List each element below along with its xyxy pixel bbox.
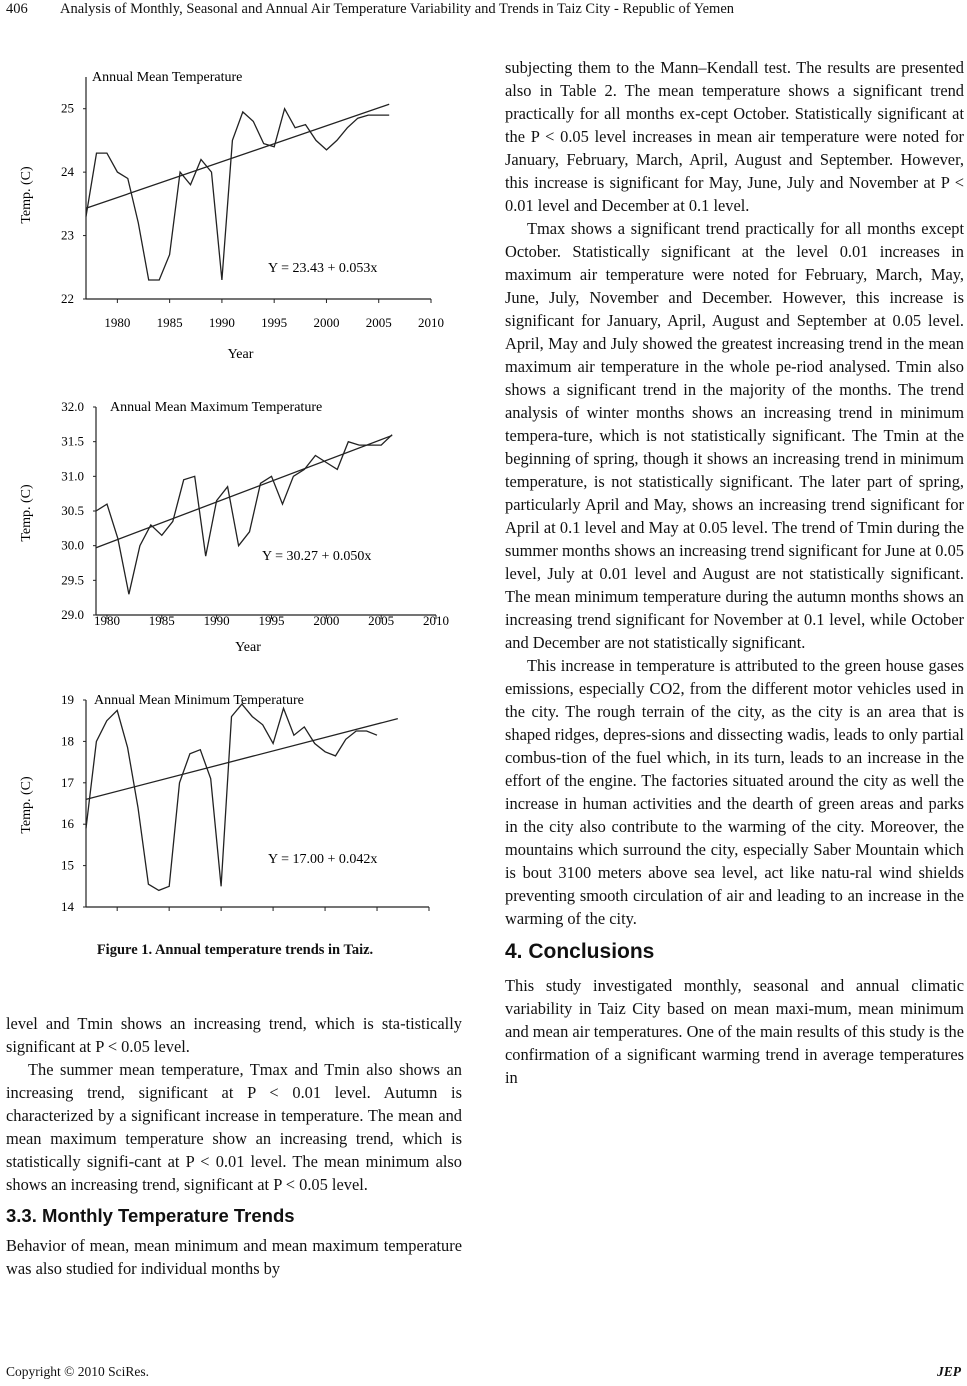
chart2-y-tick-label: 31.0: [61, 468, 84, 484]
chart1-equation: Y = 23.43 + 0.053x: [268, 261, 378, 276]
chart1-x-tick-label: 1980: [104, 315, 131, 330]
chart1-y-tick-label: 22: [61, 291, 74, 306]
chart2-equation: Y = 30.27 + 0.050x: [262, 549, 372, 564]
figure-charts: [0, 55, 470, 915]
left-paragraph-3: Behavior of mean, mean minimum and mean maximum temperature was also studied for individual months by: [6, 1236, 462, 1278]
chart1-x-label: Year: [227, 347, 254, 362]
chart3-y-tick-label: 17: [61, 774, 74, 790]
chart3-y-tick-label: 16: [61, 816, 74, 832]
chart1-x-tick-label: 1985: [156, 315, 183, 330]
chart2-x-tick-label: 2010: [423, 613, 449, 628]
chart3-trend-line: [86, 719, 398, 800]
figure-1: [0, 55, 470, 915]
left-column: [6, 1012, 462, 1280]
chart2-y-tick-label: 31.5: [61, 433, 84, 449]
chart2-x-tick-label: 1990: [203, 613, 230, 628]
chart3-y-tick-label: 19: [61, 692, 74, 707]
chart2-trend-line: [96, 435, 392, 547]
chart1-x-tick-label: 1995: [261, 315, 288, 330]
chart3-y-label: Temp. (C): [19, 776, 34, 834]
chart2-y-label: Temp. (C): [19, 484, 34, 542]
chart1-x-tick-label: 1990: [208, 315, 235, 330]
section-heading-3-3: 3.3. Monthly Temperature Trends: [6, 1205, 295, 1226]
left-paragraph-2: The summer mean temperature, Tmax and Tmin also shows an increasing trend, significant at P < 0.01 level. Autumn is characterized by a significant increase in temperature. The mean and mean maximum temperature show an increasing trend, which is statistically signifi-cant at P < 0.01 level. The mean minimum also shows an increasing trend, significant at P < 0.05 level.: [6, 1060, 462, 1194]
figure-caption: Figure 1. Annual temperature trends in Taiz.: [96, 942, 374, 958]
section-heading-4: 4. Conclusions: [505, 940, 655, 963]
chart3-y-tick-label: 15: [61, 857, 74, 873]
chart3-y-tick-label: 18: [61, 733, 74, 749]
chart1-series-line: [86, 109, 389, 280]
right-paragraph-4: This study investigated monthly, seasonal and annual climatic variability in Taiz City based on mean maxi-mum, mean minimum and mean air temperatures. One of the main results of this study is the confirmation of a significant warming trend in average temperatures in: [505, 976, 964, 1087]
chart2-y-tick-label: 32.0: [61, 399, 84, 414]
chart1-x-tick-label: 2010: [418, 315, 444, 330]
page-header: [0, 0, 967, 24]
chart1-title: Annual Mean Temperature: [92, 70, 243, 85]
chart2-x-tick-label: 1985: [148, 613, 175, 628]
chart1-x-tick-label: 2000: [313, 315, 340, 330]
chart2-x-tick-label: 2005: [368, 613, 395, 628]
chart2-x-tick-label: 2000: [313, 613, 340, 628]
chart2-x-tick-label: 1980: [93, 613, 120, 628]
right-paragraph-2: Tmax shows a significant trend practically for all months except October. Statistically significant at the level 0.01 increases in maximum air temperature were noted for February, March, May, June, July, November and December. However, this increase is significant for January, April, August and September at 0.05 level. April, May and July showed the greatest increasing trend in the mean maximum air temperature in the whole pe-riod analysed. Tmin also shows a significant trend in the majority of the months. The trend analysis of winter months shows an increasing trend in minimum tempera-ture, which is not statistically significant. The Tmin at the beginning of spring, though it shows an increasing trend in minimum temperature, is not statistically significant. The later part of spring, particularly April and May, shows an increasing trend significant for April at 0.1 level and May at 0.05 level. The trend of Tmin during the summer months shows an increasing trend significant for June at 0.05 level, July at 0.01 level and August are not statistically significant. The mean minimum temperature during the autumn months shows an increasing trend significant for November at 0.1 level, while October and December are not statistically significant.: [505, 219, 964, 652]
chart1-trend-line: [86, 104, 389, 208]
chart3-y-tick-label: 14: [61, 899, 74, 914]
right-paragraph-1: subjecting them to the Mann–Kendall test. The results are presented also in Table 2. The mean temperature shows a significant trend practically for all months ex-cept October. Statistically significant at the P < 0.05 level increases in mean air temperature were noted for January, February, March, April, August and September. However, this increase is significant for May, June, July and November at P < 0.01 level and December at 0.1 level.: [505, 58, 964, 215]
page-number: 406: [6, 1, 28, 17]
chart2-x-tick-label: 1995: [258, 613, 285, 628]
chart1-y-tick-label: 25: [61, 100, 74, 116]
right-column: [505, 56, 964, 1089]
copyright: Copyright © 2010 SciRes.: [6, 1364, 150, 1379]
chart2-y-tick-label: 30.0: [61, 537, 84, 553]
chart2-y-tick-label: 29.0: [61, 607, 84, 622]
chart3-equation: Y = 17.00 + 0.042x: [268, 852, 378, 867]
chart1-y-tick-label: 23: [61, 227, 74, 243]
chart2-y-tick-label: 29.5: [61, 572, 84, 588]
journal-abbrev: JEP: [936, 1364, 961, 1379]
chart2-series-line: [96, 435, 392, 595]
left-paragraph-1: level and Tmin shows an increasing trend, which is sta-tistically significant at P < 0.05 level.: [6, 1014, 462, 1056]
chart1-y-label: Temp. (C): [19, 166, 34, 224]
chart1-x-tick-label: 2005: [365, 315, 392, 330]
running-title: Analysis of Monthly, Seasonal and Annual Air Temperature Variability and Trends in Taiz City - Republic of Yemen: [60, 1, 735, 17]
right-paragraph-3: This increase in temperature is attributed to the green house gases emissions, especially CO2, from the different motor vehicles used in the city. The rough terrain of the city, as the city is an area that is shaped ridges, depres-sions and dissecting wadis, leads to only partial combus-tion of the fuel which, in its turn, leads to an increase in the effort of the engine. The factories situated around the city as well the increase in human activities and the dearth of green areas and parks in the city also contribute to the warming of the city. Moreover, the mountains which surround the city, especially Saber Mountain which is bout 3100 meters above sea level, act like natu-ral wind shields preventing smooth circulation of air and leading to an increase in the warming of the city.: [505, 656, 964, 928]
chart2-x-label: Year: [235, 640, 261, 655]
chart2-y-tick-label: 30.5: [61, 503, 84, 518]
chart3-title: Annual Mean Minimum Temperature: [94, 693, 304, 708]
chart1-y-tick-label: 24: [61, 164, 74, 180]
chart2-title: Annual Mean Maximum Temperature: [110, 400, 323, 415]
